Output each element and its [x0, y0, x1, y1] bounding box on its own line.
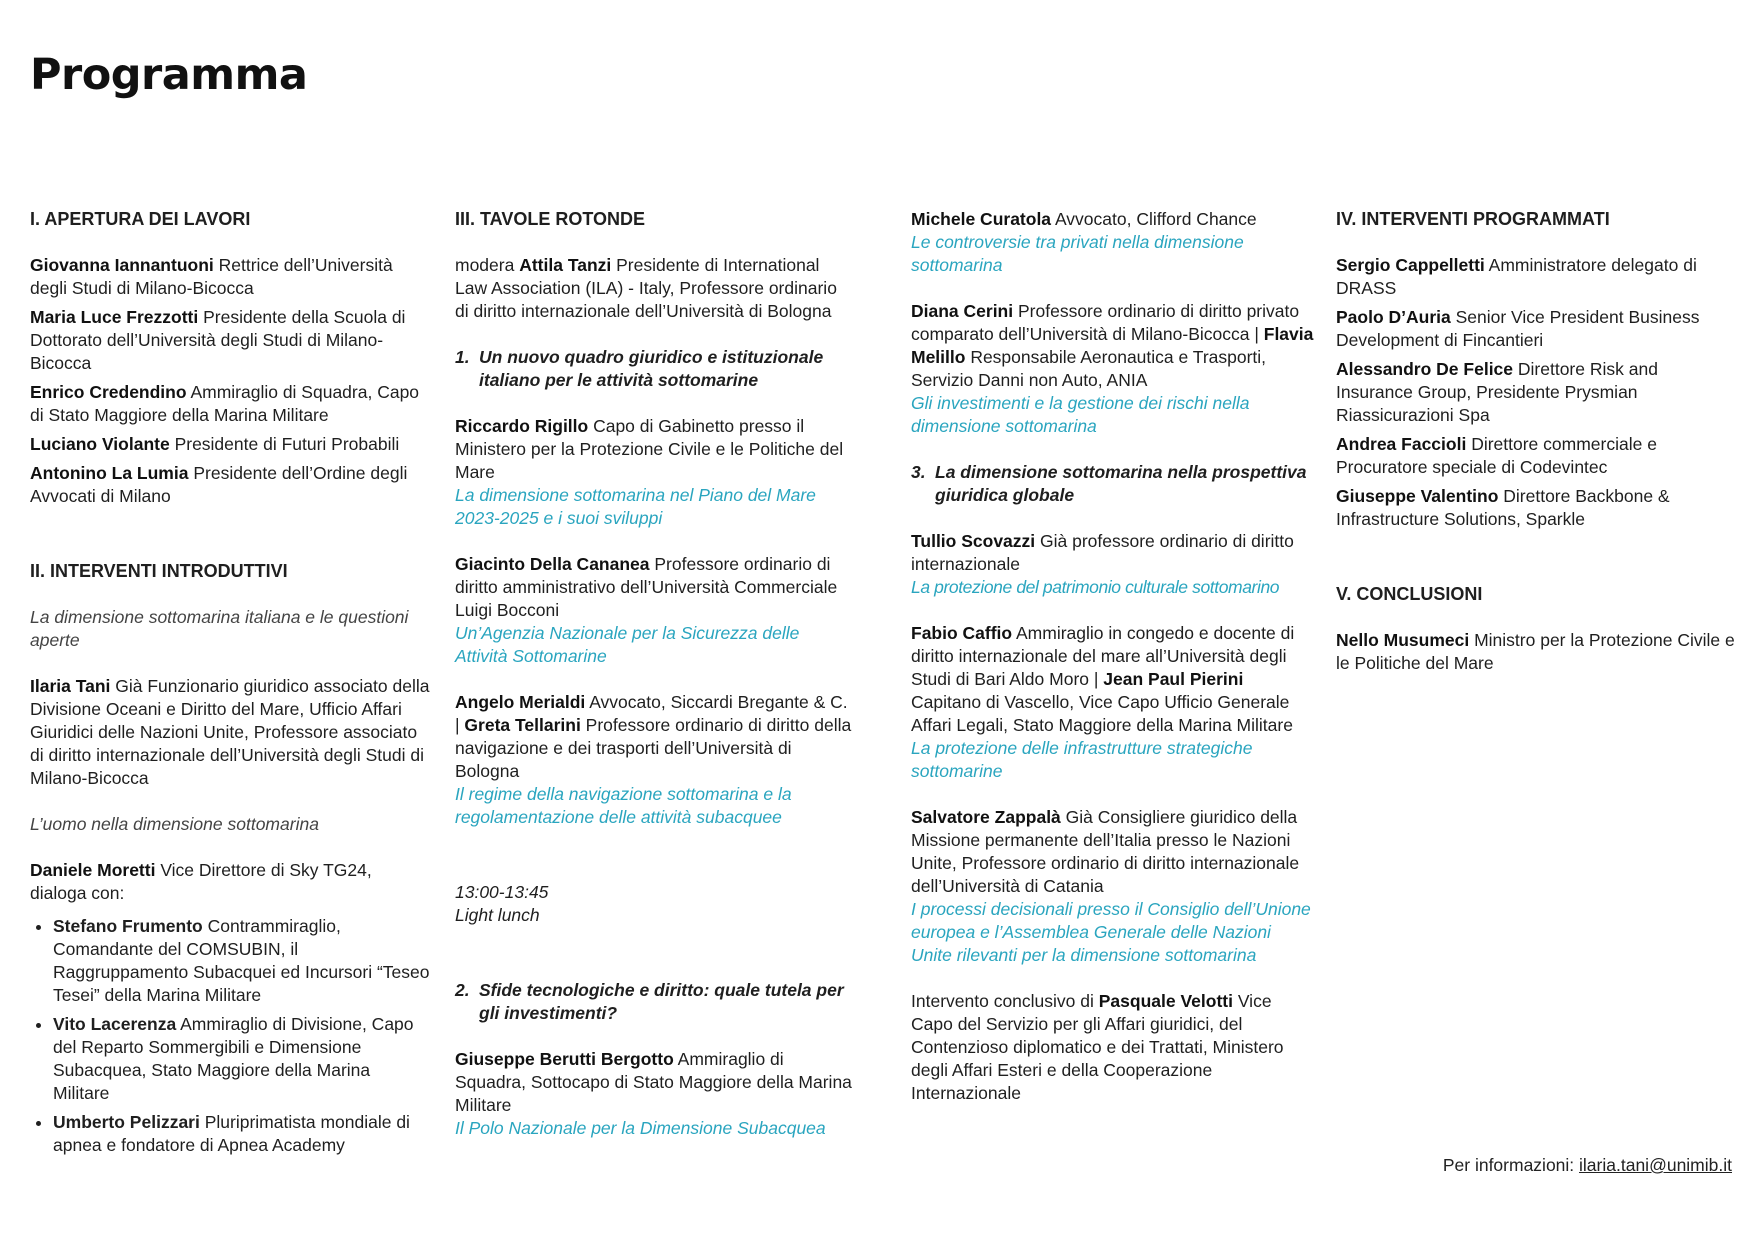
speaker-role: Vice Direttore di Sky TG24, dialoga con:	[30, 860, 372, 903]
speaker-role: Presidente della Scuola di Dottorato dell’Università degli Studi di Milano-Bicocca	[30, 307, 406, 373]
speaker-role: Rettrice dell’Università degli Studi di Milano-Bicocca	[30, 255, 393, 298]
talk-topic: I processi decisionali presso il Consiglio dell’Unione europea e l’Assemblea Generale delle Nazioni Unite rilevanti per la dimensione sottomarina	[911, 899, 1311, 965]
talk-topic: Il regime della navigazione sottomarina e la regolamentazione delle attività subacquee	[455, 784, 792, 827]
speaker-role: Ammiraglio di Squadra, Sottocapo di Stato Maggiore della Marina Militare	[455, 1049, 852, 1115]
contact-email-link[interactable]: ilaria.tani@unimib.it	[1579, 1155, 1732, 1175]
speaker-entry	[455, 1048, 855, 1140]
speaker-name: Ilaria Tani	[30, 676, 111, 696]
speaker-entry	[911, 806, 1316, 967]
speaker-role: Già professore ordinario di diritto internazionale	[911, 531, 1294, 574]
speaker-role: Ministro per la Protezione Civile e le Politiche del Mare	[1336, 630, 1735, 673]
lunch-label: Light lunch	[455, 905, 540, 925]
speaker-name: Daniele Moretti	[30, 860, 156, 880]
roundtable-number: 3.	[911, 462, 926, 482]
contact-label: Per informazioni:	[1442, 1155, 1580, 1175]
speaker-entry	[455, 691, 855, 829]
contact-footer	[1443, 1155, 1732, 1176]
speaker-name: Sergio Cappelletti	[1336, 255, 1485, 275]
speaker-role: Ammiraglio di Squadra, Capo di Stato Maggiore della Marina Militare	[30, 382, 420, 425]
speaker-role: Amministratore delegato di DRASS	[1336, 255, 1697, 298]
speaker-name: Giuseppe Berutti Bergotto	[455, 1049, 674, 1069]
speaker-name: Nello Musumeci	[1336, 630, 1470, 650]
speaker-role: Capitano di Vascello, Vice Capo Ufficio Generale Affari Legali, Stato Maggiore della Marina Militare	[911, 692, 1293, 735]
speaker-entry	[30, 306, 430, 375]
moderator-prefix: modera	[455, 255, 520, 275]
speaker-role: Già Consigliere giuridico della Missione permanente dell’Italia presso le Nazioni Unite, Professore ordinario di diritto internazionale dell’Università di Catania	[911, 807, 1300, 896]
speaker-name: Umberto Pelizzari	[53, 1112, 200, 1132]
session-subtitle: La dimensione sottomarina italiana e le questioni aperte	[30, 607, 409, 650]
speaker-entry	[30, 254, 430, 300]
speaker-entry	[455, 553, 855, 668]
speaker-role: Presidente dell’Ordine degli Avvocati di Milano	[30, 463, 408, 506]
speaker-name: Fabio Caffio	[911, 623, 1013, 643]
section-heading-programmati: IV. INTERVENTI PROGRAMMATI	[1336, 209, 1610, 229]
speaker-role: Professore ordinario di diritto privato comparato dell’Università di Milano-Bicocca |	[911, 301, 1300, 344]
speaker-role: Pluriprimatista mondiale di apnea e fondatore di Apnea Academy	[53, 1112, 410, 1155]
speaker-name: Antonino La Lumia	[30, 463, 189, 483]
speaker-name: Riccardo Rigillo	[455, 416, 589, 436]
closing-entry	[911, 990, 1316, 1105]
section-heading-apertura: I. APERTURA DEI LAVORI	[30, 209, 251, 229]
speaker-name: Giuseppe Valentino	[1336, 486, 1499, 506]
list-item	[53, 1111, 430, 1157]
list-item	[53, 915, 430, 1007]
speaker-role: Ammiraglio di Divisione, Capo del Reparto Sommergibili e Dimensione Subacquea, Stato Maggiore della Marina Militare	[53, 1014, 414, 1103]
speaker-name: Jean Paul Pierini	[1103, 669, 1244, 689]
column-4	[1336, 208, 1736, 681]
roundtable-title-1	[455, 346, 855, 392]
speaker-entry	[455, 415, 855, 530]
speaker-role: Direttore Risk and Insurance Group, Presidente Prysmian Riassicurazioni Spa	[1336, 359, 1658, 425]
speaker-name: Angelo Merialdi	[455, 692, 586, 712]
column-2	[455, 208, 855, 1146]
roundtable-title-2	[455, 979, 855, 1025]
speaker-name: Giacinto Della Cananea	[455, 554, 650, 574]
speaker-entry	[1336, 485, 1736, 531]
section-heading-tavole: III. TAVOLE ROTONDE	[455, 209, 646, 229]
speaker-role: Responsabile Aeronautica e Trasporti, Servizio Danni non Auto, ANIA	[911, 347, 1267, 390]
speaker-entry	[1336, 358, 1736, 427]
roundtable-number: 2.	[455, 980, 470, 1000]
section-heading-introduttivi: II. INTERVENTI INTRODUTTIVI	[30, 561, 288, 581]
speaker-name: Maria Luce Frezzotti	[30, 307, 199, 327]
speaker-role: Avvocato, Clifford Chance	[1051, 209, 1257, 229]
speaker-name: Tullio Scovazzi	[911, 531, 1036, 551]
page-title: Programma	[30, 50, 308, 100]
speaker-name: Flavia Melillo	[911, 324, 1314, 367]
column-1	[30, 208, 430, 1163]
speaker-name: Luciano Violante	[30, 434, 170, 454]
talk-topic: Gli investimenti e la gestione dei rischi nella dimensione sottomarina	[911, 393, 1250, 436]
section-heading-conclusioni: V. CONCLUSIONI	[1336, 584, 1483, 604]
speaker-role: Capo di Gabinetto presso il Ministero per la Protezione Civile e le Politiche del Mare	[455, 416, 844, 482]
speaker-name: Pasquale Velotti	[1098, 991, 1233, 1011]
speaker-role: Contrammiraglio, Comandante del COMSUBIN, il Raggruppamento Subacquei ed Incursori “Teseo Tesei” della Marina Militare	[53, 916, 430, 1005]
speaker-entry	[30, 859, 430, 905]
speaker-name: Paolo D’Auria	[1336, 307, 1451, 327]
speaker-entry	[30, 433, 430, 456]
talk-topic: La protezione del patrimonio culturale sottomarino	[911, 577, 1280, 597]
speaker-role: Direttore commerciale e Procuratore speciale di Codevintec	[1336, 434, 1657, 477]
closing-prefix: Intervento conclusivo di	[911, 991, 1099, 1011]
speaker-name: Attila Tanzi	[519, 255, 612, 275]
panelist-list	[30, 915, 430, 1157]
speaker-name: Alessandro De Felice	[1336, 359, 1514, 379]
speaker-entry	[911, 208, 1316, 277]
speaker-name: Diana Cerini	[911, 301, 1014, 321]
roundtable-title: La dimensione sottomarina nella prospettiva giuridica globale	[935, 462, 1307, 505]
talk-topic: Un’Agenzia Nazionale per la Sicurezza delle Attività Sottomarine	[455, 623, 800, 666]
speaker-entry	[911, 300, 1316, 438]
roundtable-number: 1.	[455, 347, 470, 367]
talk-topic: La protezione delle infrastrutture strategiche sottomarine	[911, 738, 1253, 781]
speaker-entry	[1336, 629, 1736, 675]
speaker-name: Andrea Faccioli	[1336, 434, 1467, 454]
speaker-role: Ammiraglio in congedo e docente di diritto internazionale del mare all’Università degli Studi di Bari Aldo Moro |	[911, 623, 1295, 689]
speaker-role: Senior Vice President Business Development di Fincantieri	[1336, 307, 1700, 350]
roundtable-title-3	[911, 461, 1316, 507]
speaker-role: Già Funzionario giuridico associato della Divisione Oceani e Diritto del Mare, Ufficio Affari Giuridici delle Nazioni Unite, Professore associato di diritto internazionale dell’Università degli Studi di Milano-Bicocca	[30, 676, 430, 788]
lunch-time: 13:00-13:45	[455, 882, 549, 902]
speaker-entry	[30, 462, 430, 508]
speaker-name: Salvatore Zappalà	[911, 807, 1061, 827]
speaker-role: Avvocato, Siccardi Bregante & C. |	[455, 692, 848, 735]
speaker-entry	[30, 675, 430, 790]
talk-topic: Il Polo Nazionale per la Dimensione Subacquea	[455, 1118, 826, 1138]
speaker-name: Greta Tellarini	[464, 715, 581, 735]
speaker-role: Professore ordinario di diritto amministrativo dell’Università Commerciale Luigi Bocconi	[455, 554, 838, 620]
speaker-entry	[911, 622, 1316, 783]
speaker-entry	[911, 530, 1316, 599]
speaker-name: Michele Curatola	[911, 209, 1052, 229]
session-subtitle: L’uomo nella dimensione sottomarina	[30, 814, 319, 834]
speaker-name: Enrico Credendino	[30, 382, 187, 402]
speaker-entry	[30, 381, 430, 427]
speaker-role: Direttore Backbone & Infrastructure Solutions, Sparkle	[1336, 486, 1670, 529]
talk-topic: La dimensione sottomarina nel Piano del Mare 2023-2025 e i suoi sviluppi	[455, 485, 816, 528]
speaker-name: Stefano Frumento	[53, 916, 203, 936]
list-item	[53, 1013, 430, 1105]
speaker-role: Vice Capo del Servizio per gli Affari giuridici, del Contenzioso diplomatico e dei Trattati, Ministero degli Affari Esteri e della Cooperazione Internazionale	[911, 991, 1284, 1103]
speaker-entry	[1336, 433, 1736, 479]
speaker-role: Presidente di Futuri Probabili	[169, 434, 400, 454]
column-3	[911, 208, 1316, 1111]
speaker-name: Vito Lacerenza	[53, 1014, 177, 1034]
speaker-entry	[1336, 306, 1736, 352]
speaker-name: Giovanna Iannantuoni	[30, 255, 214, 275]
roundtable-title: Sfide tecnologiche e diritto: quale tutela per gli investimenti?	[479, 980, 844, 1023]
speaker-role: Professore ordinario di diritto della navigazione e dei trasporti dell’Università di Bologna	[455, 715, 852, 781]
speaker-entry	[1336, 254, 1736, 300]
speaker-role: Presidente di International Law Association (ILA) - Italy, Professore ordinario di diritto internazionale dell’Università di Bologna	[455, 255, 837, 321]
talk-topic: Le controversie tra privati nella dimensione sottomarina	[911, 232, 1244, 275]
roundtable-title: Un nuovo quadro giuridico e istituzionale italiano per le attività sottomarine	[479, 347, 824, 390]
moderator-entry	[455, 254, 855, 323]
